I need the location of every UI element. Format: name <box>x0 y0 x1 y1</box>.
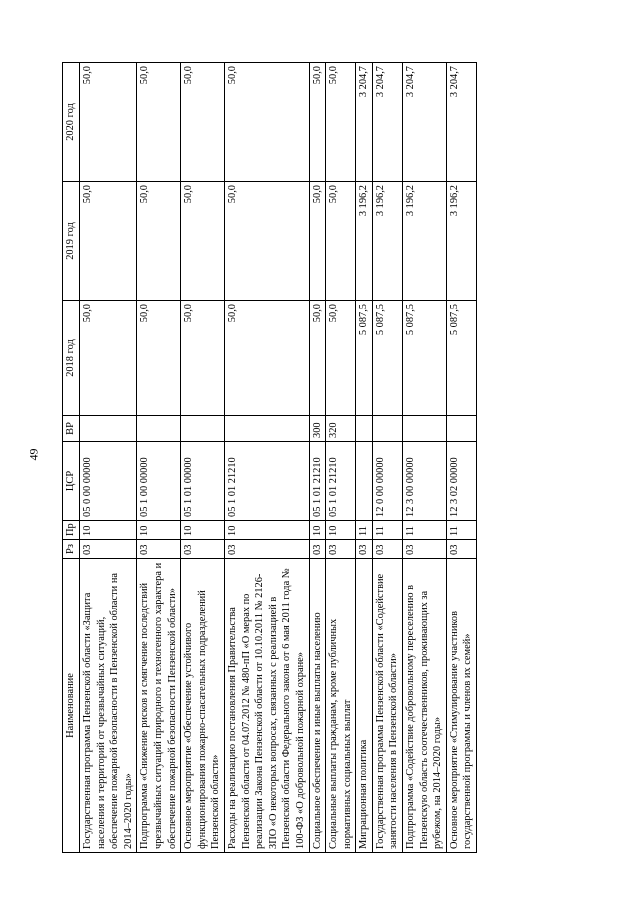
cell-name: Основное мероприятие «Обеспечение устойчивого функционирования пожарно-спасательных подразделений Пензенской области» <box>181 559 225 853</box>
cell-rz: 03 <box>181 540 225 559</box>
cell-2019: 3 196,2 <box>446 182 476 301</box>
cell-2019: 50,0 <box>137 182 181 301</box>
cell-2019: 50,0 <box>326 182 356 301</box>
cell-csr: 05 0 00 00000 <box>80 442 137 521</box>
cell-2018: 5 087,5 <box>446 301 476 416</box>
cell-vr <box>403 416 447 442</box>
cell-vr <box>356 416 373 442</box>
cell-2020: 50,0 <box>309 63 326 182</box>
header-2019: 2019 год <box>63 182 80 301</box>
header-2020: 2020 год <box>63 63 80 182</box>
cell-name: Подпрограмма «Снижение рисков и смягчение последствий чрезвычайных ситуаций природного и техногенного характера и обеспечение пожарной безопасности Пензенской области» <box>137 559 181 853</box>
table-row <box>309 63 326 853</box>
cell-name: Социальное обеспечение и иные выплаты населению <box>309 559 326 853</box>
cell-rz: 03 <box>403 540 447 559</box>
cell-vr <box>372 416 402 442</box>
cell-2018: 50,0 <box>326 301 356 416</box>
cell-2020: 50,0 <box>181 63 225 182</box>
cell-rz: 03 <box>309 540 326 559</box>
cell-vr <box>446 416 476 442</box>
cell-2018: 50,0 <box>137 301 181 416</box>
budget-table <box>62 62 477 853</box>
cell-csr: 12 3 00 00000 <box>403 442 447 521</box>
cell-rz: 03 <box>224 540 309 559</box>
cell-name: Основное мероприятие «Стимулирование участников государственной программы и членов их семей» <box>446 559 476 853</box>
cell-pr: 10 <box>224 521 309 540</box>
cell-2020: 3 204,7 <box>372 63 402 182</box>
cell-2018: 50,0 <box>80 301 137 416</box>
page-number: 49 <box>26 448 41 461</box>
cell-csr: 05 1 01 21210 <box>224 442 309 521</box>
cell-name: Социальные выплаты гражданам, кроме публичных нормативных социальных выплат <box>326 559 356 853</box>
cell-pr: 11 <box>446 521 476 540</box>
cell-2019: 50,0 <box>224 182 309 301</box>
cell-pr: 11 <box>356 521 373 540</box>
cell-2018: 50,0 <box>181 301 225 416</box>
cell-csr: 12 0 00 00000 <box>372 442 402 521</box>
cell-csr: 05 1 00 00000 <box>137 442 181 521</box>
cell-rz: 03 <box>372 540 402 559</box>
table-row <box>372 63 402 853</box>
cell-2018: 50,0 <box>309 301 326 416</box>
cell-name: Миграционная политика <box>356 559 373 853</box>
cell-rz: 03 <box>137 540 181 559</box>
cell-pr: 11 <box>403 521 447 540</box>
cell-pr: 10 <box>326 521 356 540</box>
cell-2018: 50,0 <box>224 301 309 416</box>
cell-pr: 10 <box>137 521 181 540</box>
table-row <box>356 63 373 853</box>
cell-2020: 3 204,7 <box>446 63 476 182</box>
cell-rz: 03 <box>356 540 373 559</box>
table-row <box>224 63 309 853</box>
cell-2019: 3 196,2 <box>356 182 373 301</box>
cell-2020: 50,0 <box>224 63 309 182</box>
cell-pr: 10 <box>181 521 225 540</box>
cell-csr: 05 1 01 21210 <box>309 442 326 521</box>
header-pr: Пр <box>63 521 80 540</box>
cell-name: Подпрограмма «Содействие добровольному переселению в Пензенскую область соотечественников, проживающих за рубежом, на 2014–2020 годы» <box>403 559 447 853</box>
cell-2019: 50,0 <box>309 182 326 301</box>
cell-pr: 11 <box>372 521 402 540</box>
cell-pr: 10 <box>309 521 326 540</box>
cell-vr: 320 <box>326 416 356 442</box>
cell-rz: 03 <box>80 540 137 559</box>
header-rz: Рз <box>63 540 80 559</box>
cell-csr <box>356 442 373 521</box>
cell-2020: 50,0 <box>80 63 137 182</box>
cell-name: Государственная программа Пензенской области «Защита населения и территорий от чрезвычайных ситуаций, обеспечение пожарной безопасности в Пензенской области на 2014–2020 годы» <box>80 559 137 853</box>
table-row <box>403 63 447 853</box>
cell-2019: 50,0 <box>181 182 225 301</box>
table-row <box>326 63 356 853</box>
cell-2020: 50,0 <box>326 63 356 182</box>
table-row <box>80 63 137 853</box>
cell-2020: 3 204,7 <box>356 63 373 182</box>
cell-csr: 05 1 01 00000 <box>181 442 225 521</box>
header-csr: ЦСР <box>63 442 80 521</box>
header-name: Наименование <box>63 559 80 853</box>
cell-2020: 3 204,7 <box>403 63 447 182</box>
cell-2019: 50,0 <box>80 182 137 301</box>
header-2018: 2018 год <box>63 301 80 416</box>
cell-name: Государственная программа Пензенской области «Содействие занятости населения в Пензенской области» <box>372 559 402 853</box>
cell-csr: 05 1 01 21210 <box>326 442 356 521</box>
cell-vr: 300 <box>309 416 326 442</box>
cell-rz: 03 <box>446 540 476 559</box>
table-header-row <box>63 63 80 853</box>
cell-2020: 50,0 <box>137 63 181 182</box>
rotated-table-container <box>62 63 492 853</box>
header-vr: ВР <box>63 416 80 442</box>
cell-2018: 5 087,5 <box>372 301 402 416</box>
cell-vr <box>137 416 181 442</box>
table-row <box>137 63 181 853</box>
cell-vr <box>80 416 137 442</box>
cell-vr <box>224 416 309 442</box>
cell-vr <box>181 416 225 442</box>
cell-name: Расходы на реализацию постановления Правительства Пензенской области от 04.07.2012 № 480-пП «О мерах по реализации Закона Пензенской области от 10.10.2011 № 2126-ЗПО «О некоторых вопросах, связанных с реализацией в Пензенской области Федерального закона от 6 мая 2011 года № 100-ФЗ «О добровольной пожарной охране» <box>224 559 309 853</box>
table-row <box>181 63 225 853</box>
table-row <box>446 63 476 853</box>
cell-2018: 5 087,5 <box>403 301 447 416</box>
cell-rz: 03 <box>326 540 356 559</box>
cell-2019: 3 196,2 <box>403 182 447 301</box>
cell-pr: 10 <box>80 521 137 540</box>
cell-csr: 12 3 02 00000 <box>446 442 476 521</box>
cell-2019: 3 196,2 <box>372 182 402 301</box>
cell-2018: 5 087,5 <box>356 301 373 416</box>
